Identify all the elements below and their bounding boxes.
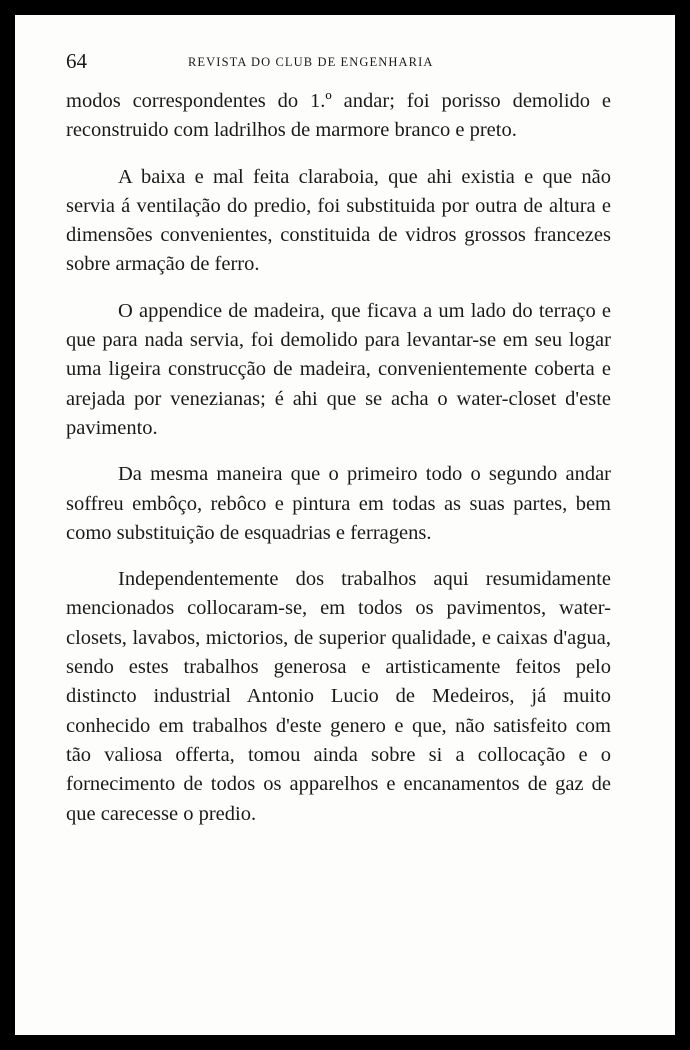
journal-title: REVISTA DO CLUB DE ENGENHARIA bbox=[188, 55, 434, 69]
paragraph-segundo-andar: Da mesma maneira que o primeiro todo o segundo andar soffreu embôço, rebôco e pintura em todas as suas partes, bem como substituição de esquadrias e ferragens. bbox=[66, 463, 611, 544]
running-head bbox=[66, 49, 626, 73]
paragraph-appendice: O appendice de madeira, que ficava a um lado do terraço e que para nada servia, foi demolido para levantar-se em seu logar uma ligeira construcção de madeira, convenientemente coberta e arejada por venezianas; é ahi que se acha o water-closet d'este pavimento. bbox=[66, 299, 611, 439]
body-text bbox=[66, 87, 611, 846]
paragraph-claraboia: A baixa e mal feita claraboia, que ahi existia e que não servia á ventilação do predio, foi substituida por outra de altura e dimensões convenientes, constituida de vidros grossos francezes sobre armação de ferro. bbox=[66, 165, 611, 276]
page-number: 64 bbox=[66, 49, 87, 73]
book-page bbox=[15, 15, 675, 1035]
paragraph-independentemente: Independentemente dos trabalhos aqui resumidamente mencionados collocaram-se, em todos os pavimentos, water-closets, lavabos, mictorios, de superior qualidade, e caixas d'agua, sendo estes trabalhos generosa e artisticamente feitos pelo distincto industrial Antonio Lucio de Medeiros, já muito conhecido em trabalhos d'este genero e que, não satisfeito com tão valiosa offerta, tomou ainda sobre si a collocação e o fornecimento de todos os apparelhos e encanamentos de gaz de que carecesse o predio. bbox=[66, 568, 611, 825]
paragraph-continued: modos correspondentes do 1.º andar; foi porisso demolido e reconstruido com ladrilhos de marmore branco e preto. bbox=[66, 90, 611, 142]
